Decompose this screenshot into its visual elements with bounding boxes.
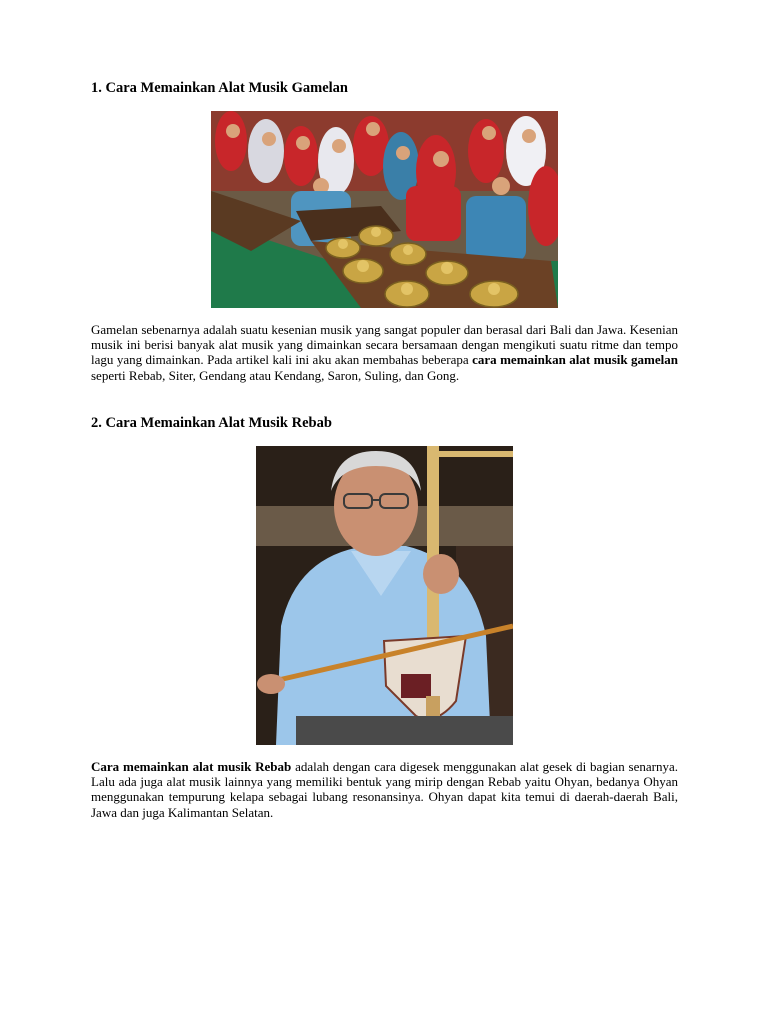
section-heading-rebab: 2. Cara Memainkan Alat Musik Rebab (91, 415, 332, 431)
section-heading-gamelan: 1. Cara Memainkan Alat Musik Gamelan (91, 80, 348, 96)
gamelan-ensemble-photo (211, 111, 558, 308)
paragraph-text: seperti Rebab, Siter, Gendang atau Kendang, Saron, Suling, dan Gong. (91, 367, 460, 383)
rebab-player-photo (256, 446, 513, 745)
paragraph-gamelan (91, 322, 678, 383)
bold-phrase: Cara memainkan alat musik Rebab (91, 759, 292, 774)
paragraph-text: Gamelan sebenarnya adalah suatu kesenian musik yang sangat populer dan berasal dari Bali dan Jawa. Kesenian musik ini berisi banyak alat musik yang dimainkan secara bersamaan dengan mengikuti suatu ritme dan tempo lagu yang dimainkan. Pada artikel kali ini aku akan membahas beberapa (91, 322, 678, 368)
paragraph-rebab (91, 759, 678, 820)
bold-phrase: cara memainkan alat musik gamelan (472, 352, 678, 368)
paragraph-text: adalah dengan cara digesek menggunakan alat gesek di bagian senarnya. Lalu ada juga alat musik lainnya yang memiliki bentuk yang mirip dengan Rebab yaitu Ohyan, bedanya Ohyan menggunakan tempurung kelapa sebagai lubang resonansinya. Ohyan dapat kita temui di daerah-daerah Bali, Jawa dan juga Kalimantan Selatan. (91, 759, 678, 820)
